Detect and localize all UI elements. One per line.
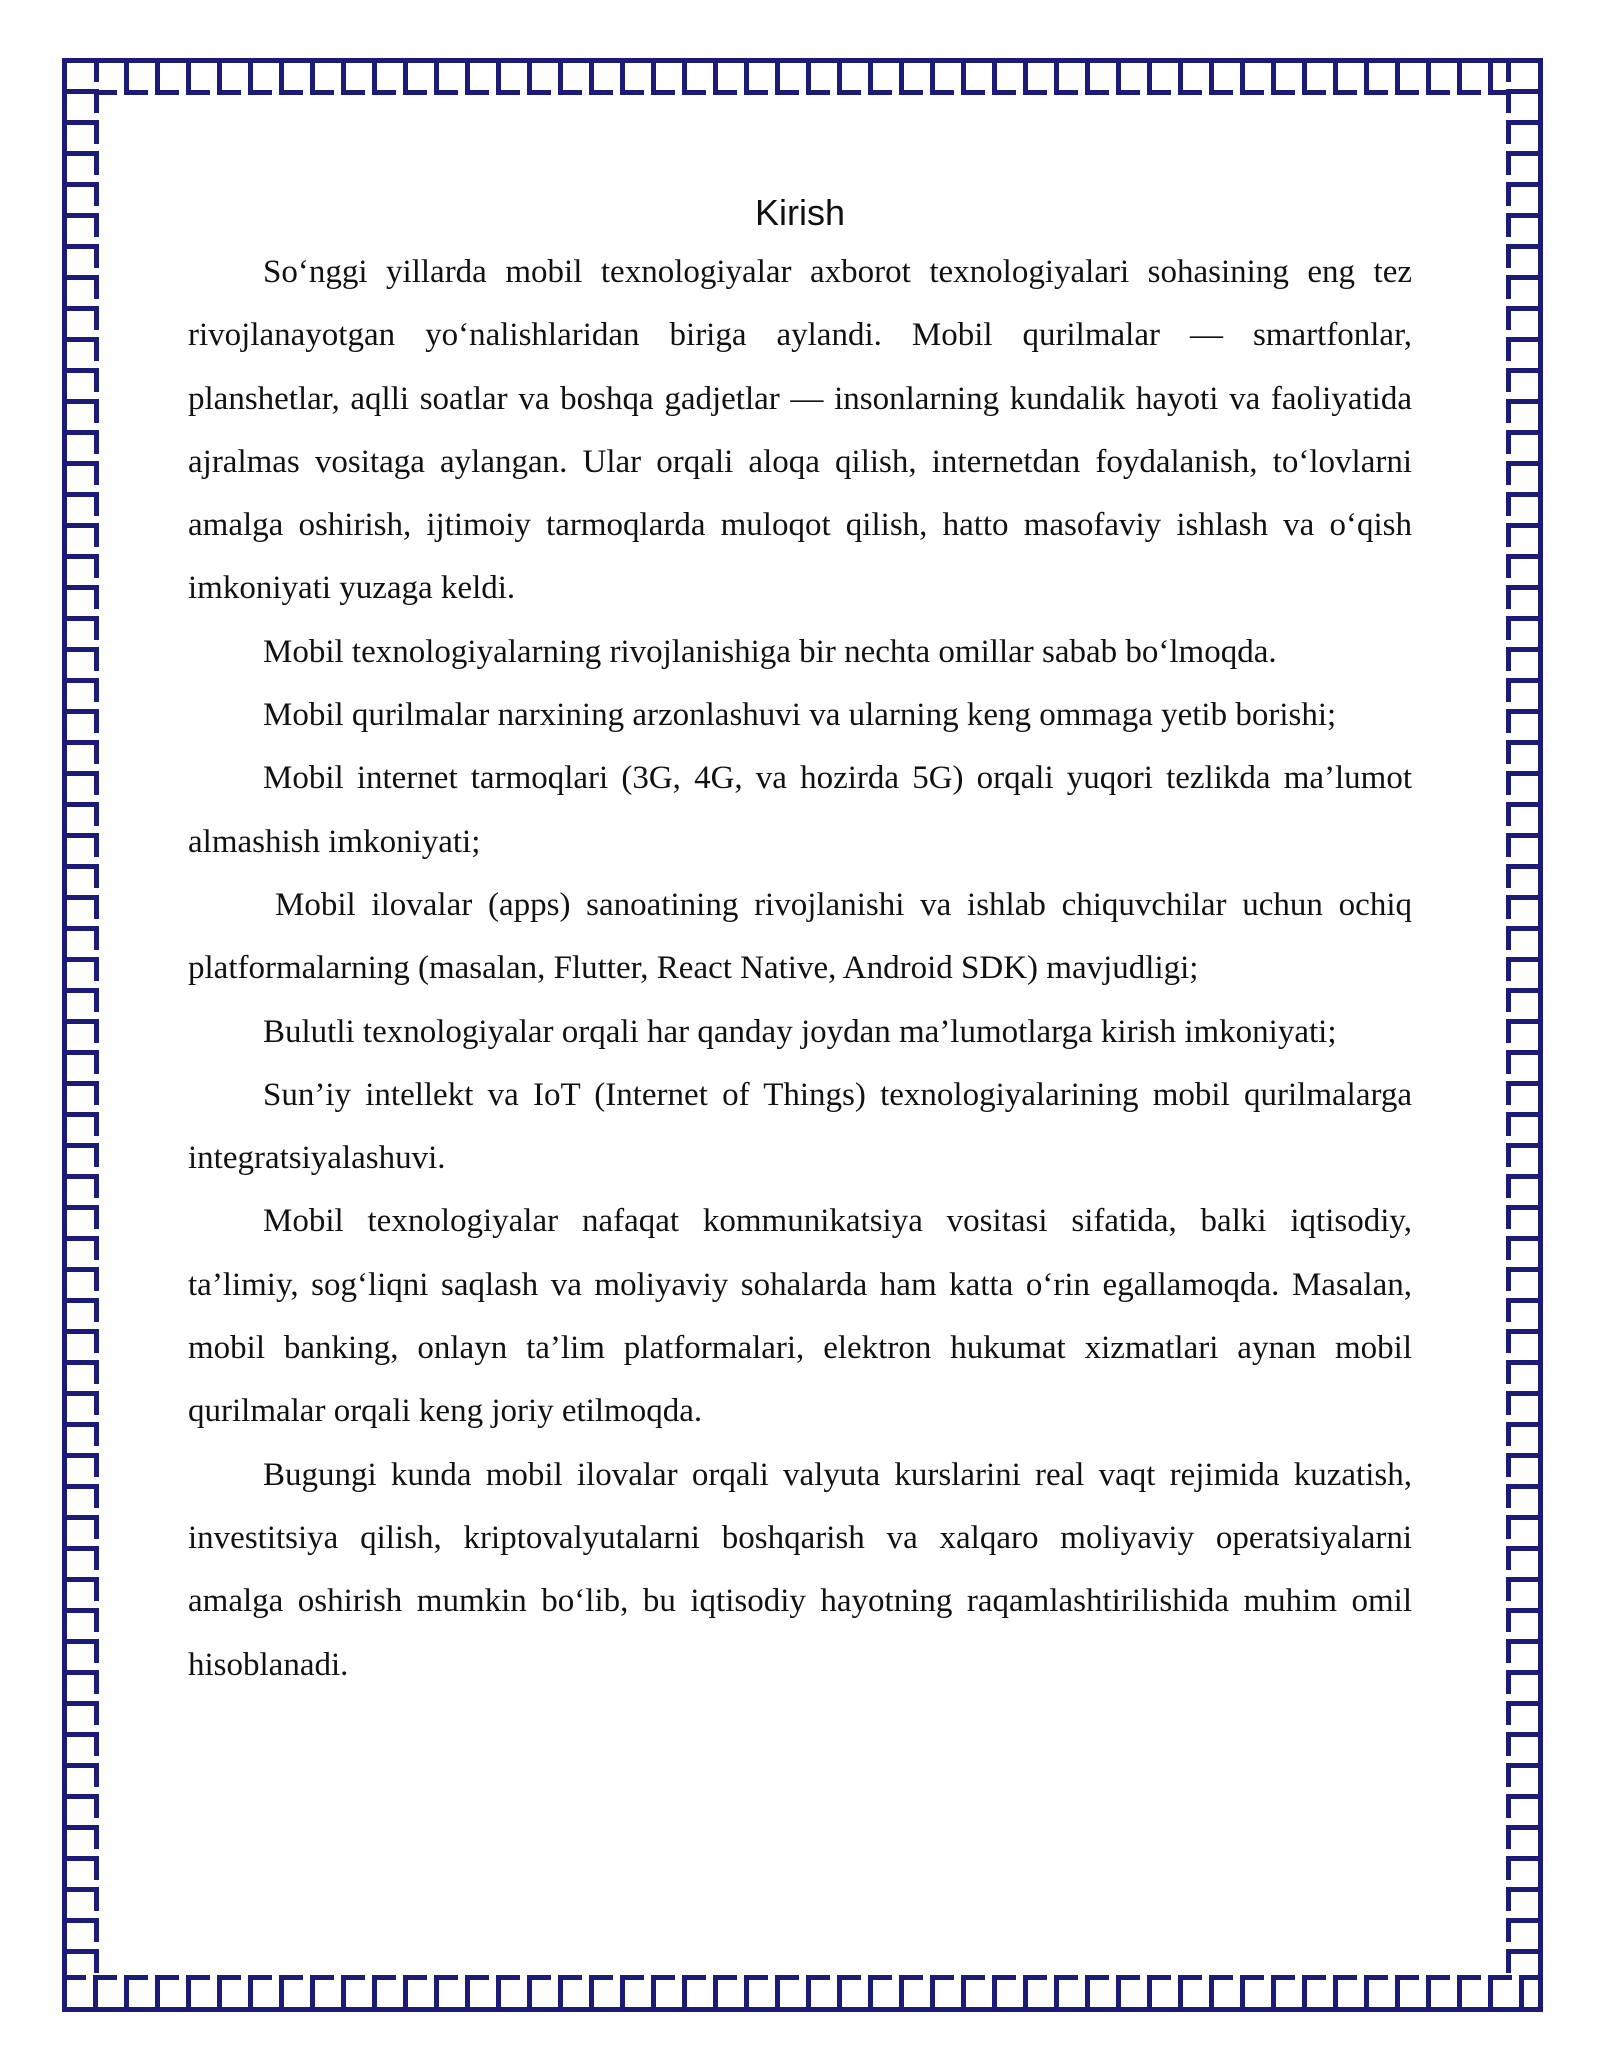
paragraph-factor-internet: Mobil internet tarmoqlari (3G, 4G, va hozirda 5G) orqali yuqori tezlikda ma’lumot almashish imkoniyati; [188,760,1412,860]
document-body [188,185,1412,1697]
border-top-ornament [62,58,1538,95]
paragraph-factor-cloud: Bulutli texnologiyalar orqali har qanday joydan ma’lumotlarga kirish imkoniyati; [263,1013,1337,1050]
paragraph-factors: Mobil texnologiyalarning rivojlanishiga bir nechta omillar sabab bo‘lmoqda. [263,633,1277,670]
page-title: Kirish [754,192,846,233]
border-bottom-ornament [62,1975,1538,2012]
paragraph-factor-ai: Sun’iy intellekt va IoT (Internet of Things) texnologiyalarining mobil qurilmalarga integratsiyalashuvi. [188,1076,1412,1177]
border-left-ornament [62,58,99,2012]
paragraph-factor-apps: Mobil ilovalar (apps) sanoatining rivojlanishi va ishlab chiquvchilar uchun ochiq platformalarning (masalan, Flutter, React Native, Android SDK) mavjudligi; [188,886,1412,987]
paragraph-factor-price: Mobil qurilmalar narxining arzonlashuvi va ularning keng ommaga yetib borishi; [263,697,1337,734]
paragraph-intro: So‘nggi yillarda mobil texnologiyalar axborot texnologiyalari sohasining eng tez rivojlanayotgan yo‘nalishlaridan biriga aylandi. Mobil qurilmalar — smartfonlar, planshetlar, aqlli soatlar va boshqa gadjetlar — insonlarning kundalik hayoti va faoliyatida ajralmas vositaga aylangan. Ular orqali aloqa qilish, internetdan foydalanish, to‘lovlarni amalga oshirish, ijtimoiy tarmoqlarda muloqot qilish, hatto masofaviy ishlash va o‘qish imkoniyati yuzaga keldi. [188,254,1412,607]
paragraph-sectors: Mobil texnologiyalar nafaqat kommunikatsiya vositasi sifatida, balki iqtisodiy, ta’limiy, sog‘liqni saqlash va moliyaviy sohalarda ham katta o‘rin egallamoqda. Masalan, mobil banking, onlayn ta’lim platformalari, elektron hukumat xizmatlari aynan mobil qurilmalar orqali keng joriy etilmoqda. [188,1203,1412,1430]
paragraph-finance: Bugungi kunda mobil ilovalar orqali valyuta kurslarini real vaqt rejimida kuzatish, investitsiya qilish, kriptovalyutalarni boshqarish va xalqaro moliyaviy operatsiyalarni amalga oshirish mumkin bo‘lib, bu iqtisodiy hayotning raqamlashtirilishida muhim omil hisoblanadi. [188,1456,1412,1683]
border-right-ornament [1506,58,1543,2012]
